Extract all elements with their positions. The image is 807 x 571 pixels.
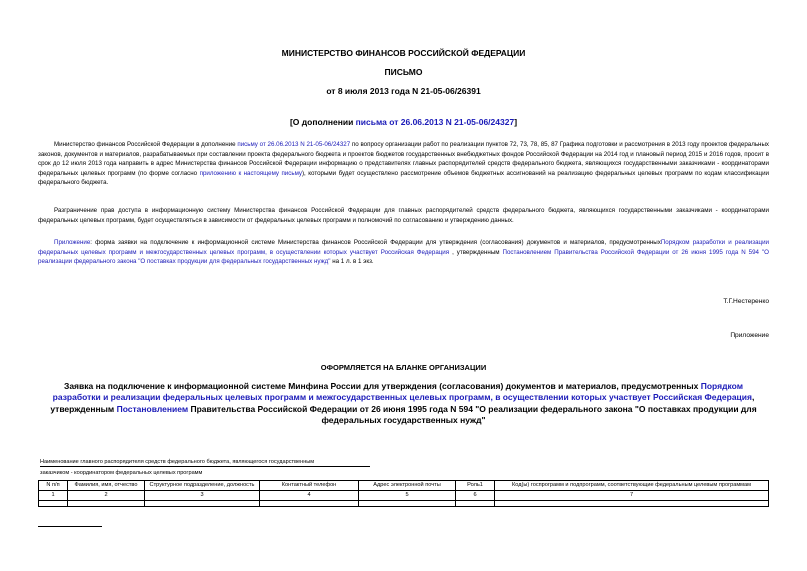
title-resolution-link[interactable]: Постановлением bbox=[116, 403, 189, 414]
resolution-link[interactable]: Постановлением Правительства Российской Федерации от 26 июня 1995 года N 594 "О реализации федерального закона "О поставках продукции для федеральных государственных нужд" bbox=[38, 248, 769, 266]
number-cell: 6 bbox=[456, 491, 495, 501]
empty-cell[interactable] bbox=[495, 501, 769, 507]
signature: Т.Г.Нестеренко bbox=[723, 298, 769, 305]
footnote-divider bbox=[38, 526, 102, 527]
doc-type: ПИСЬМО bbox=[384, 67, 423, 77]
doc-date-number: от 8 июля 2013 года N 21-05-06/26391 bbox=[326, 86, 481, 96]
number-cell: 5 bbox=[359, 491, 456, 501]
number-cell: 4 bbox=[260, 491, 359, 501]
paragraph-3: Приложение: форма заявки на подключение к информационной системе Министерства финансов Российской Федерации для утверждения (согласования) документов и материалов, предусмотренныхПорядком разработки и реализации федеральных целевых программ и межгосударственных целевых программ, в осуществлении которых участвует Российская Федерация , утвержденным Постановлением Правительства Российской Федерации от 26 июня 1995 года N 594 "О реализации федерального закона "О поставках продукции для федеральных государственных нужд" на 1 л. в 1 экз. bbox=[38, 239, 769, 266]
application-title: Заявка на подключение к информационной системе Минфина России для утверждения (согласования) документов и материалов, предусмотренных Порядком разработки и реализации федеральных целевых программ и межгосударственных целевых программ, в осуществлении которых участвует Российская Федерация, утвержденным Постановлением Правительства Российской Федерации от 26 июня 1995 года N 594 "О реализации федерального закона "О поставках продукции для федеральных государственных нужд" bbox=[50, 381, 757, 425]
title-procedure-link[interactable]: Порядком разработки и реализации федеральных целевых программ и межгосударственных целевых программ, в осуществлении которых участвует Российская Федерация bbox=[52, 381, 752, 403]
paragraph-1: Министерство финансов Российской Федерации в дополнение письму от 26.06.2013 N 21-05-06/24327 по вопросу организации работ по реализации пунктов 72, 73, 78, 85, 87 Графика подготовки и рассмотрения в 2013 году проектов федеральных законов, документов и материалов, разрабатываемых при составлении проекта федерального бюджета и проектов бюджетов государственных внебюджетных фондов Российской Федерации на 2014 год и плановый период 2015 и 2016 годов, просит в срок до 12 июля 2013 года направить в адрес Министерства финансов Российской Федерации информацию о представителях главных распорядителей средств федерального бюджета, являющихся государственными заказчиками - координаторами федеральных целевых программ (по форме согласно приложению к настоящему письму), которыми будет осуществлено рассмотрение объемов бюджетных ассигнований на реализацию федеральных целевых программ по кодам классификации федерального бюджета. bbox=[38, 141, 770, 187]
number-cell: 7 bbox=[495, 491, 769, 501]
org-caption-line1: Наименование главного распорядителя средств федерального бюджета, являющегося государственным bbox=[40, 458, 370, 467]
empty-cell[interactable] bbox=[456, 501, 495, 507]
table-empty-row bbox=[39, 501, 769, 507]
header-cell: N п/п bbox=[39, 481, 68, 491]
empty-cell[interactable] bbox=[145, 501, 260, 507]
blank-note: ОФОРМЛЯЕТСЯ НА БЛАНКЕ ОРГАНИЗАЦИИ bbox=[320, 363, 487, 372]
empty-cell[interactable] bbox=[260, 501, 359, 507]
header-cell: Адрес электронной почты bbox=[359, 481, 456, 491]
number-cell: 1 bbox=[39, 491, 68, 501]
header-cell: Контактный телефон bbox=[260, 481, 359, 491]
appendix-ref-link[interactable]: Приложение bbox=[54, 239, 91, 246]
header-cell: Структурное подразделение, должность bbox=[145, 481, 260, 491]
procedure-link[interactable]: Порядком разработки и реализации федеральных целевых программ и межгосударственных целевых программ, в осуществлении которых участвует Российская Федерация bbox=[38, 239, 769, 256]
header-cell: Роль1 bbox=[456, 481, 495, 491]
letter-link[interactable]: письму от 26.06.2013 N 21-05-06/24327 bbox=[237, 141, 351, 148]
empty-cell[interactable] bbox=[68, 501, 145, 507]
table-number-row bbox=[39, 491, 769, 501]
appendix-label: Приложение bbox=[730, 332, 769, 339]
appendix-link[interactable]: приложению к настоящему письму bbox=[199, 169, 302, 177]
subject-link[interactable]: письма от 26.06.2013 N 21-05-06/24327 bbox=[355, 117, 515, 127]
org-caption-line2: заказчиком - координатором федеральных целевых программ bbox=[40, 470, 203, 476]
empty-cell[interactable] bbox=[359, 501, 456, 507]
application-table bbox=[38, 480, 769, 507]
header-cell: Фамилия, имя, отчество bbox=[68, 481, 145, 491]
doc-subject: [О дополнении письма от 26.06.2013 N 21-05-06/24327] bbox=[289, 117, 518, 127]
header-cell: Код(ы) госпрограмм и подпрограмм, соответствующие федеральным целевым программам bbox=[495, 481, 769, 491]
number-cell: 3 bbox=[145, 491, 260, 501]
number-cell: 2 bbox=[68, 491, 145, 501]
paragraph-2: Разграничение прав доступа в информационную систему Министерства финансов Российской Федерации для главных распорядителей средств федерального бюджета, являющихся государственными заказчиками - координаторами федеральных целевых программ, будет осуществляться в зависимости от федеральных целевых программ и полномочий по согласованию и утверждению данных. bbox=[38, 207, 769, 224]
ministry-title: МИНИСТЕРСТВО ФИНАНСОВ РОССИЙСКОЙ ФЕДЕРАЦИИ bbox=[281, 48, 526, 58]
empty-cell[interactable] bbox=[39, 501, 68, 507]
table-header-row bbox=[39, 481, 769, 491]
